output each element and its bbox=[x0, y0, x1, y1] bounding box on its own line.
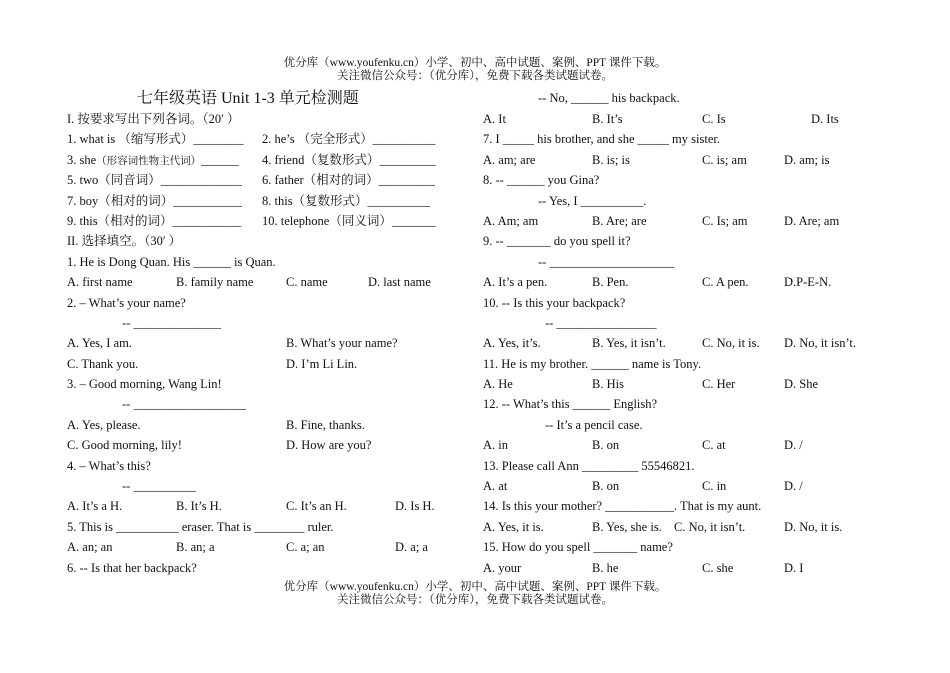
question-13 bbox=[483, 456, 883, 476]
question-15-options bbox=[483, 558, 883, 578]
option-c: C. Good morning, lily! bbox=[67, 438, 182, 453]
option-a: A. first name bbox=[67, 275, 133, 290]
question-2-response bbox=[67, 313, 452, 333]
word-row bbox=[67, 150, 452, 170]
response-blank: -- Yes, I __________. bbox=[538, 193, 647, 208]
option-b: B. Yes, it isn’t. bbox=[592, 336, 666, 351]
word-row bbox=[67, 170, 452, 190]
word-item: 5. two（同音词）_____________ bbox=[67, 173, 243, 188]
question-3-options bbox=[67, 435, 452, 455]
option-c: C. A pen. bbox=[702, 275, 749, 290]
response-blank: -- __________________ bbox=[122, 397, 246, 412]
question-5-options bbox=[67, 537, 452, 557]
question-text: 12. -- What’s this ______ English? bbox=[483, 397, 658, 412]
option-a: A. Am; am bbox=[483, 213, 539, 228]
option-c: C. name bbox=[286, 275, 328, 290]
worksheet-title: 七年级英语 Unit 1-3 单元检测题 bbox=[137, 90, 359, 107]
question-10 bbox=[483, 293, 883, 313]
section-2-label: II. 选择填空。（30′ ） bbox=[67, 234, 182, 249]
question-text: 4. – What’s this? bbox=[67, 458, 151, 473]
question-14-options bbox=[483, 517, 883, 537]
question-4-response bbox=[67, 476, 452, 496]
option-c: C. is; am bbox=[702, 152, 747, 167]
option-b: B. on bbox=[592, 438, 620, 453]
question-7 bbox=[483, 129, 883, 149]
option-a: A. at bbox=[483, 479, 508, 494]
word-row bbox=[67, 211, 452, 231]
question-11-options bbox=[483, 374, 883, 394]
question-text: 15. How do you spell _______ name? bbox=[483, 540, 673, 555]
option-a: A. Yes, it’s. bbox=[483, 336, 541, 351]
question-3 bbox=[67, 374, 452, 394]
option-d: D. / bbox=[784, 479, 803, 494]
option-d: D. I bbox=[784, 560, 804, 575]
question-8 bbox=[483, 170, 883, 190]
option-b: B. on bbox=[592, 479, 620, 494]
question-4 bbox=[67, 456, 452, 476]
question-10-options bbox=[483, 333, 883, 353]
option-a: A. It’s a H. bbox=[67, 499, 123, 514]
option-b: B. is; is bbox=[592, 152, 630, 167]
option-d: D. am; is bbox=[784, 152, 830, 167]
word-item: 7. boy（相对的词）___________ bbox=[67, 193, 243, 208]
question-text: 8. -- ______ you Gina? bbox=[483, 173, 600, 188]
option-a: A. in bbox=[483, 438, 508, 453]
option-b: B. family name bbox=[176, 275, 254, 290]
option-d: D. She bbox=[784, 377, 819, 392]
option-b: B. His bbox=[592, 377, 624, 392]
question-12-options bbox=[483, 435, 883, 455]
word-row bbox=[67, 191, 452, 211]
word-item: 2. he’s （完全形式）__________ bbox=[262, 132, 436, 147]
option-c: C. Is; am bbox=[702, 213, 748, 228]
option-a: A. an; an bbox=[67, 540, 113, 555]
word-item bbox=[67, 150, 239, 172]
option-d: D. I’m Li Lin. bbox=[286, 356, 358, 371]
option-c: C. Thank you. bbox=[67, 356, 139, 371]
question-6 bbox=[67, 558, 452, 578]
option-d: D. a; a bbox=[395, 540, 428, 555]
question-5 bbox=[67, 517, 452, 537]
question-11 bbox=[483, 354, 883, 374]
footer-line-2: 关注微信公众号：（优分库），免费下载各类试题试卷。 bbox=[337, 594, 613, 606]
option-d: D. No, it is. bbox=[784, 519, 843, 534]
question-text: 9. -- _______ do you spell it? bbox=[483, 234, 631, 249]
question-8-response bbox=[483, 191, 883, 211]
option-b: B. Are; are bbox=[592, 213, 647, 228]
question-text: 5. This is __________ eraser. That is ________ ruler. bbox=[67, 519, 334, 534]
worksheet-title-row bbox=[67, 88, 452, 109]
word-item-blank: ______ bbox=[201, 152, 239, 167]
response-blank: -- ________________ bbox=[545, 315, 657, 330]
question-10-response bbox=[483, 313, 883, 333]
header-line-2: 关注微信公众号：（优分库），免费下载各类试题试卷。 bbox=[337, 70, 613, 82]
question-text: 13. Please call Ann _________ 55546821. bbox=[483, 458, 695, 473]
question-1 bbox=[67, 252, 452, 272]
option-b: B. It’s bbox=[592, 112, 623, 126]
question-3-response bbox=[67, 394, 452, 414]
question-text: 7. I _____ his brother, and she _____ my sister. bbox=[483, 132, 720, 147]
question-12 bbox=[483, 394, 883, 414]
right-column bbox=[483, 88, 883, 578]
option-a: A. your bbox=[483, 560, 522, 575]
header-line-1: 优分库（www.youfenku.cn）小学、初中、高中试题、案例、PPT 课件下载。 bbox=[283, 57, 667, 69]
question-6-response bbox=[483, 88, 883, 109]
word-item: 4. friend（复数形式）_________ bbox=[262, 152, 436, 167]
option-d: D. Is H. bbox=[395, 499, 435, 514]
question-14 bbox=[483, 496, 883, 516]
question-12-response bbox=[483, 415, 883, 435]
option-c: C. Is bbox=[702, 112, 726, 126]
option-a: A. Yes, please. bbox=[67, 417, 141, 432]
option-b: B. It’s H. bbox=[176, 499, 222, 514]
question-text: 2. – What’s your name? bbox=[67, 295, 186, 310]
left-column bbox=[67, 88, 452, 578]
question-1-options bbox=[67, 272, 452, 292]
option-a: A. It’s a pen. bbox=[483, 275, 548, 290]
option-b: B. Pen. bbox=[592, 275, 629, 290]
section-2-heading bbox=[67, 231, 452, 251]
word-item: 6. father（相对的词）_________ bbox=[262, 173, 435, 188]
question-6-options bbox=[483, 109, 883, 129]
question-2-options bbox=[67, 354, 452, 374]
option-a: A. It bbox=[483, 112, 506, 126]
question-7-options bbox=[483, 150, 883, 170]
question-3-options bbox=[67, 415, 452, 435]
question-2-options bbox=[67, 333, 452, 353]
question-9-response bbox=[483, 252, 883, 272]
question-text: 3. – Good morning, Wang Lin! bbox=[67, 377, 222, 392]
option-b: B. he bbox=[592, 560, 619, 575]
page-footer bbox=[0, 581, 950, 607]
question-8-options bbox=[483, 211, 883, 231]
option-d: D. Its bbox=[811, 112, 839, 126]
question-9 bbox=[483, 231, 883, 251]
option-a: A. Yes, I am. bbox=[67, 336, 132, 351]
footer-line-1: 优分库（www.youfenku.cn）小学、初中、高中试题、案例、PPT 课件下载。 bbox=[283, 581, 667, 593]
option-c: C. It’s an H. bbox=[286, 499, 347, 514]
response-blank: -- __________ bbox=[122, 479, 196, 494]
word-item-note: （形容词性物主代词） bbox=[96, 155, 202, 167]
option-d: D. Are; am bbox=[784, 213, 840, 228]
word-item: 9. this（相对的词）___________ bbox=[67, 213, 242, 228]
option-d: D. No, it isn’t. bbox=[784, 336, 856, 351]
question-text: 6. -- Is that her backpack? bbox=[67, 560, 197, 575]
option-c: C. she bbox=[702, 560, 734, 575]
response-blank: -- ____________________ bbox=[538, 254, 675, 269]
word-item-text: 3. she bbox=[67, 152, 97, 167]
word-row bbox=[67, 129, 452, 149]
option-d: D. / bbox=[784, 438, 803, 453]
option-c: C. Her bbox=[702, 377, 736, 392]
question-text: 1. He is Dong Quan. His ______ is Quan. bbox=[67, 254, 276, 269]
word-item: 1. what is （缩写形式）________ bbox=[67, 132, 244, 147]
word-item: 10. telephone（同义词）_______ bbox=[262, 213, 436, 228]
question-4-options bbox=[67, 496, 452, 516]
option-b: B. Yes, she is. bbox=[592, 519, 662, 534]
question-15 bbox=[483, 537, 883, 557]
page-header bbox=[0, 57, 950, 83]
question-2 bbox=[67, 293, 452, 313]
option-a: A. Yes, it is. bbox=[483, 519, 544, 534]
option-c: C. in bbox=[702, 479, 727, 494]
response-text: -- It’s a pencil case. bbox=[545, 417, 643, 432]
option-a: A. am; are bbox=[483, 152, 536, 167]
option-d: D.P-E-N. bbox=[784, 275, 832, 290]
response-blank: -- No, ______ his backpack. bbox=[538, 91, 680, 105]
question-text: 11. He is my brother. ______ name is Tony. bbox=[483, 356, 702, 371]
word-item: 8. this（复数形式）__________ bbox=[262, 193, 431, 208]
option-d: D. last name bbox=[368, 275, 431, 290]
question-text: 10. -- Is this your backpack? bbox=[483, 295, 626, 310]
question-text: 14. Is this your mother? ___________. That is my aunt. bbox=[483, 499, 762, 514]
question-9-options bbox=[483, 272, 883, 292]
question-13-options bbox=[483, 476, 883, 496]
option-c: C. No, it is. bbox=[702, 336, 760, 351]
option-b: B. What’s your name? bbox=[286, 336, 398, 351]
option-b: B. an; a bbox=[176, 540, 215, 555]
option-a: A. He bbox=[483, 377, 513, 392]
option-c: C. a; an bbox=[286, 540, 325, 555]
option-b: B. Fine, thanks. bbox=[286, 417, 365, 432]
option-c: C. No, it isn’t. bbox=[674, 519, 746, 534]
response-blank: -- ______________ bbox=[122, 315, 221, 330]
option-c: C. at bbox=[702, 438, 726, 453]
section-1-label: I. 按要求写出下列各词。（20′ ） bbox=[67, 112, 240, 126]
section-1-heading bbox=[67, 109, 452, 129]
option-d: D. How are you? bbox=[286, 438, 372, 453]
